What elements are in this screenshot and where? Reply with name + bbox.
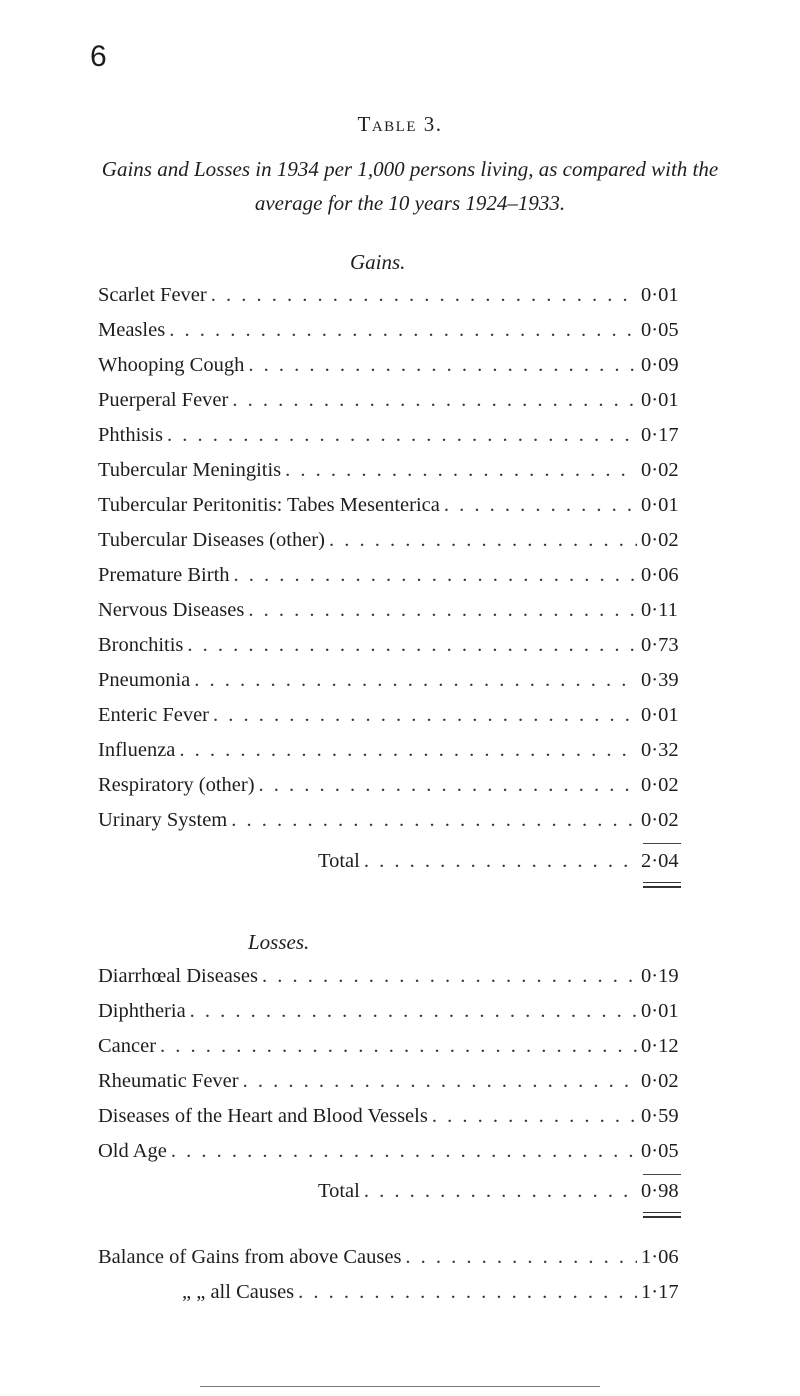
table-row (98, 319, 681, 349)
balance-value: 1·17 (641, 1281, 679, 1303)
row-value: 0·01 (641, 389, 679, 411)
total-double-rule (643, 1212, 681, 1218)
row-value: 0·12 (641, 1035, 679, 1057)
row-value: 0·01 (641, 494, 679, 516)
balance-row (98, 1281, 681, 1311)
table-row (98, 459, 681, 489)
row-value: 0·73 (641, 634, 679, 656)
table-row (98, 669, 681, 699)
row-label: Premature Birth (98, 564, 230, 586)
row-value: 0·17 (641, 424, 679, 446)
row-value: 0·01 (641, 284, 679, 306)
balance-value: 1·06 (641, 1246, 679, 1268)
table-row (98, 739, 681, 769)
row-value: 0·02 (641, 1070, 679, 1092)
total-label: Total (318, 850, 360, 872)
row-label: Tubercular Diseases (other) (98, 529, 325, 551)
table-caption (60, 152, 760, 220)
row-value: 0·32 (641, 739, 679, 761)
table-row (98, 494, 681, 524)
row-label: Puerperal Fever (98, 389, 229, 411)
row-value: 0·02 (641, 809, 679, 831)
row-value: 0·09 (641, 354, 679, 376)
total-value: 2·04 (641, 850, 679, 872)
subtotal-rule (643, 1174, 681, 1175)
row-label: Urinary System (98, 809, 228, 831)
row-label: Enteric Fever (98, 704, 209, 726)
losses-total-row (98, 1180, 681, 1210)
gains-total-row (98, 850, 681, 880)
row-label: Bronchitis (98, 634, 184, 656)
table-row (98, 529, 681, 559)
table-row (98, 1000, 681, 1030)
row-label: Respiratory (other) (98, 774, 255, 796)
table-title: Table 3. (357, 112, 443, 136)
gains-heading: Gains. (350, 250, 406, 274)
row-value: 0·01 (641, 704, 679, 726)
table-row (98, 284, 681, 314)
row-value: 0·02 (641, 529, 679, 551)
row-value: 0·06 (641, 564, 679, 586)
table-row (98, 1105, 681, 1135)
table-row (98, 634, 681, 664)
table-row (98, 389, 681, 419)
row-value: 0·05 (641, 319, 679, 341)
row-value: 0·59 (641, 1105, 679, 1127)
row-label: Tubercular Peritonitis: Tabes Mesenterica (98, 494, 440, 516)
table-row (98, 1140, 681, 1170)
row-label: Old Age (98, 1140, 167, 1162)
row-label: Diseases of the Heart and Blood Vessels (98, 1105, 428, 1127)
caption-line-1: Gains and Losses in 1934 per 1,000 persons living, as compared with the (101, 157, 719, 181)
row-label: Pneumonia (98, 669, 191, 691)
balance-label: „ „ all Causes (182, 1281, 295, 1303)
table-row (98, 354, 681, 384)
row-value: 0·02 (641, 774, 679, 796)
row-label: Tubercular Meningitis (98, 459, 282, 481)
row-value: 0·02 (641, 459, 679, 481)
table-row (98, 704, 681, 734)
row-label: Measles (98, 319, 166, 341)
row-label: Scarlet Fever (98, 284, 207, 306)
total-double-rule (643, 882, 681, 888)
row-value: 0·11 (641, 599, 678, 621)
row-label: Diarrhœal Diseases (98, 965, 258, 987)
row-value: 0·05 (641, 1140, 679, 1162)
table-row (98, 1035, 681, 1065)
bottom-rule (200, 1386, 600, 1387)
row-label: Phthisis (98, 424, 163, 446)
row-label: Nervous Diseases (98, 599, 245, 621)
row-label: Influenza (98, 739, 176, 761)
total-label: Total (318, 1180, 360, 1202)
total-value: 0·98 (641, 1180, 679, 1202)
subtotal-rule (643, 843, 681, 844)
table-row (98, 965, 681, 995)
row-label: Whooping Cough (98, 354, 245, 376)
caption-line-2: average for the 10 years 1924–1933. (254, 191, 566, 215)
row-value: 0·19 (641, 965, 679, 987)
row-label: Diphtheria (98, 1000, 186, 1022)
table-row (98, 424, 681, 454)
row-value: 0·39 (641, 669, 679, 691)
losses-heading: Losses. (248, 930, 310, 954)
page-number: 6 (90, 40, 107, 73)
row-value: 0·01 (641, 1000, 679, 1022)
table-row (98, 599, 681, 629)
row-label: Cancer (98, 1035, 157, 1057)
table-row (98, 774, 681, 804)
balance-row (98, 1246, 681, 1276)
row-label: Rheumatic Fever (98, 1070, 239, 1092)
table-row (98, 809, 681, 839)
table-row (98, 564, 681, 594)
table-row (98, 1070, 681, 1100)
balance-label: Balance of Gains from above Causes (98, 1246, 402, 1268)
